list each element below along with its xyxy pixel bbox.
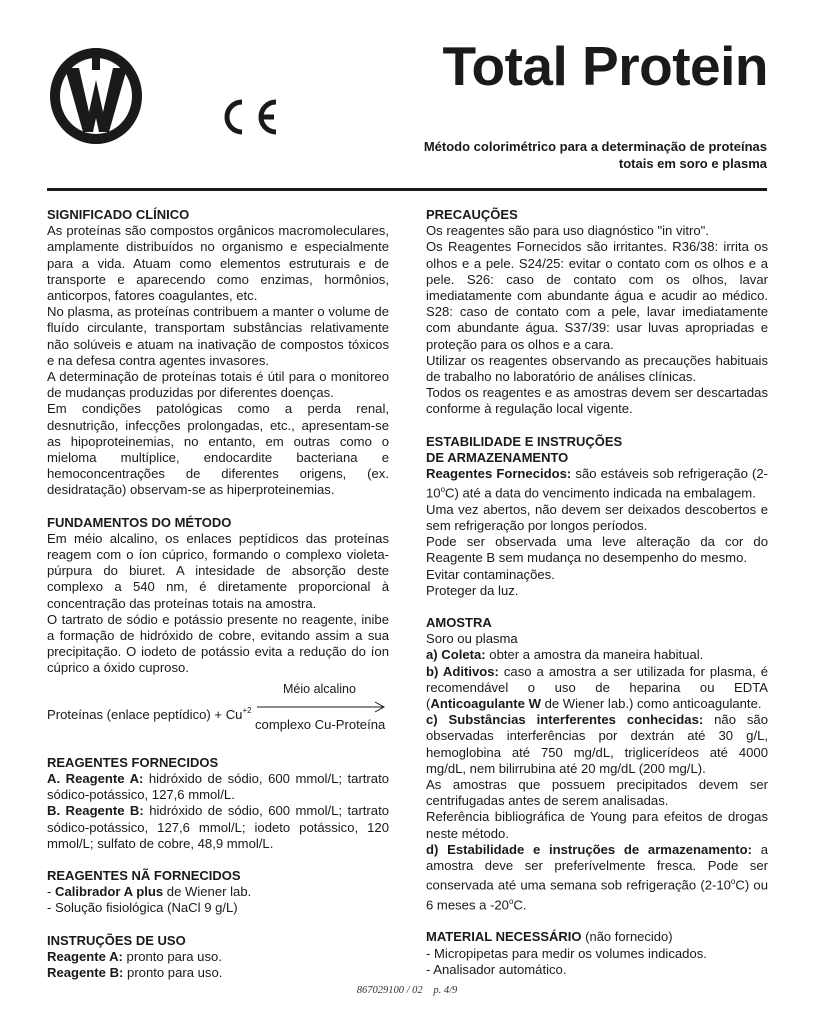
list-item: - Analisador automático. bbox=[426, 961, 567, 977]
header-divider bbox=[47, 188, 767, 191]
right-column bbox=[426, 207, 768, 994]
section-significado-clinico bbox=[47, 207, 389, 499]
list-item: - Calibrador A plus de Wiener lab. bbox=[47, 884, 252, 900]
section-reagentes-nao-fornecidos bbox=[47, 868, 389, 917]
paragraph: Utilizar os reagentes observando as precauções habituais de trabalho no laboratório de análises clínicas. bbox=[426, 352, 768, 385]
section-heading: ESTABILIDADE E INSTRUÇÕES bbox=[426, 433, 623, 449]
list-item: - Solução fisiológica (NaCl 9 g/L) bbox=[47, 900, 238, 916]
paragraph: Reagente A: pronto para uso. bbox=[47, 948, 222, 964]
section-heading-continued: DE ARMAZENAMENTO bbox=[426, 449, 569, 465]
section-reagentes-fornecidos bbox=[47, 755, 389, 852]
paragraph: No plasma, as proteínas contribuem a manter o volume de fluído circulante, transportam substâncias relativamente não solúveis e atuam na inativação de compostos tóxicos e na defesa contra agentes invasores. bbox=[47, 304, 389, 368]
reaction-equation bbox=[47, 681, 389, 739]
subtitle-line-2: totais em soro e plasma bbox=[618, 156, 767, 171]
left-column bbox=[47, 207, 389, 997]
paragraph: Os Reagentes Fornecidos são irritantes. R36/38: irrita os olhos e a pele. S24/25: evitar o contato com os olhos e a pele. S26: caso de contato com os olhos, lavar imediatamente com abundante água e acudir ao médico. S28: caso de contato com a pele, lavar imediatamente com abundante água. S37/39: usar luvas apropriadas e proteção para os olhos e a cara. bbox=[426, 239, 768, 352]
section-heading: AMOSTRA bbox=[426, 615, 492, 631]
paragraph: Em méio alcalino, os enlaces peptídicos das proteínas reagem com o íon cúprico, formando o complexo violeta-púrpura do biuret. A intesidade de absorção deste complexo a 540 nm, é diretamente proporcional à concentração das proteínas totais na amostra. bbox=[47, 530, 389, 611]
list-item: - Micropipetas para medir os volumes indicados. bbox=[426, 945, 707, 961]
paragraph: Os reagentes são para uso diagnóstico "in vitro". bbox=[426, 223, 709, 239]
paragraph: Reagente B: pronto para uso. bbox=[47, 964, 223, 980]
section-heading: PRECAUÇÕES bbox=[426, 207, 518, 222]
paragraph: c) Substâncias interferentes conhecidas: não são observadas interferências por dextrán até 30 g/L, hemoglobina até 750 mg/dL, triglicerídeos até 4000 mg/dL, nem bilirrubina até 20 mg/dL (200 mg/L). bbox=[426, 712, 768, 776]
section-heading: REAGENTES FORNECIDOS bbox=[47, 754, 219, 770]
paragraph: b) Aditivos: caso a amostra a ser utilizada for plasma, é recomendável o uso de heparina ou EDTA (Anticoagulante W de Wiener lab.) como anticoagulante. bbox=[426, 663, 768, 712]
paragraph: A determinação de proteínas totais é útil para o monitoreo de mudanças produzidas por diferentes doenças. bbox=[47, 369, 389, 401]
page-footer bbox=[0, 985, 814, 996]
section-fundamentos bbox=[47, 515, 389, 739]
section-heading: MATERIAL NECESSÁRIO (não fornecido) bbox=[426, 929, 673, 945]
paragraph: As proteínas são compostos orgânicos macromoleculares, amplamente distribuídos no organismo e especialmente para a vida. Atuam como elementos estruturais e de transporte e aparecendo como enzimas, hormônios, anticorpos, fatores coagulantes, etc. bbox=[47, 223, 389, 304]
paragraph: Em condições patológicas como a perda renal, desnutrição, infecções prolongadas, etc., apresentam-se as hipoproteinemias, no entanto, em outras como o mieloma multíplice, endocardite bacteriana e hemoconcentrações de diferentes origens, (ex. desidratação) observam-se as hiperproteinemias. bbox=[47, 401, 389, 498]
section-heading: FUNDAMENTOS DO MÉTODO bbox=[47, 514, 232, 530]
paragraph: Soro ou plasma bbox=[426, 631, 518, 647]
paragraph: Reagentes Fornecidos: são estáveis sob refrigeração (2-10$^o$C) até a data do vencimento indicada na embalagem. bbox=[426, 466, 768, 501]
paragraph: B. Reagente B: hidróxido de sódio, 600 mmol/L; tartrato sódico-potássico, 127,6 mmol/L; iodeto potássico, 120 mmol/L; sulfato de cobre, 48,9 mmol/L. bbox=[47, 803, 389, 851]
paragraph: a) Coleta: obter a amostra da maneira habitual. bbox=[426, 647, 704, 663]
subtitle-line-1: Método colorimétrico para a determinação de proteínas bbox=[423, 139, 767, 154]
equation-product: complexo Cu-Proteína bbox=[255, 716, 386, 732]
paragraph: A. Reagente A: hidróxido de sódio, 600 mmol/L; tartrato sódico-potássico, 127,6 mmol/L. bbox=[47, 770, 389, 803]
section-material-necessario bbox=[426, 929, 768, 978]
section-precaucoes bbox=[426, 207, 768, 418]
page-number: p. 4/9 bbox=[433, 985, 458, 996]
section-estabilidade bbox=[426, 434, 768, 599]
ce-mark bbox=[214, 96, 282, 138]
section-amostra bbox=[426, 615, 768, 913]
wiener-logo bbox=[48, 46, 144, 146]
paragraph: Pode ser observada uma leve alteração da cor do Reagente B sem mudança no desempenho do mesmo. bbox=[426, 534, 768, 566]
paragraph: Evitar contaminações. bbox=[426, 566, 555, 582]
section-instrucoes-de-uso bbox=[47, 933, 389, 982]
paragraph: Uma vez abertos, não devem ser deixados descobertos e sem refrigeração por longos períodos. bbox=[426, 501, 768, 534]
page-subtitle bbox=[387, 138, 767, 172]
page-title: Total Protein bbox=[442, 35, 768, 97]
equation-reactants: Proteínas (enlace peptídico) + $Cu^{+2}$ bbox=[47, 705, 252, 722]
paragraph: Todos os reagentes e as amostras devem ser descartadas conforme à regulação local vigente. bbox=[426, 385, 768, 417]
equation-condition: Méio alcalino bbox=[283, 681, 356, 696]
paragraph: O tartrato de sódio e potássio presente no reagente, inibe a formação de hidróxido de cobre, evitando assim a sua precipitação. O iodeto de potássio evita a redução do íon cúprico a óxido cuproso. bbox=[47, 611, 389, 676]
paragraph: Proteger da luz. bbox=[426, 582, 519, 598]
paragraph: As amostras que possuem precipitados devem ser centrifugadas antes de serem analisadas. bbox=[426, 777, 768, 809]
document-code: 867029100 / 02 bbox=[356, 985, 423, 996]
paragraph: d) Estabilidade e instruções de armazenamento: a amostra deve ser preferívelmente fresca. Pode ser conservada até uma semana sob refrigeração (2-10$^o$C) ou 6 meses a -20$^o$C. bbox=[426, 841, 768, 913]
section-heading: REAGENTES NÃ FORNECIDOS bbox=[47, 867, 241, 883]
section-heading: INSTRUÇÕES DE USO bbox=[47, 932, 186, 948]
section-heading: SIGNIFICADO CLÍNICO bbox=[47, 207, 190, 222]
reaction-arrow-icon bbox=[257, 699, 387, 715]
paragraph: Referência bibliográfica de Young para efeitos de drogas neste método. bbox=[426, 809, 768, 841]
